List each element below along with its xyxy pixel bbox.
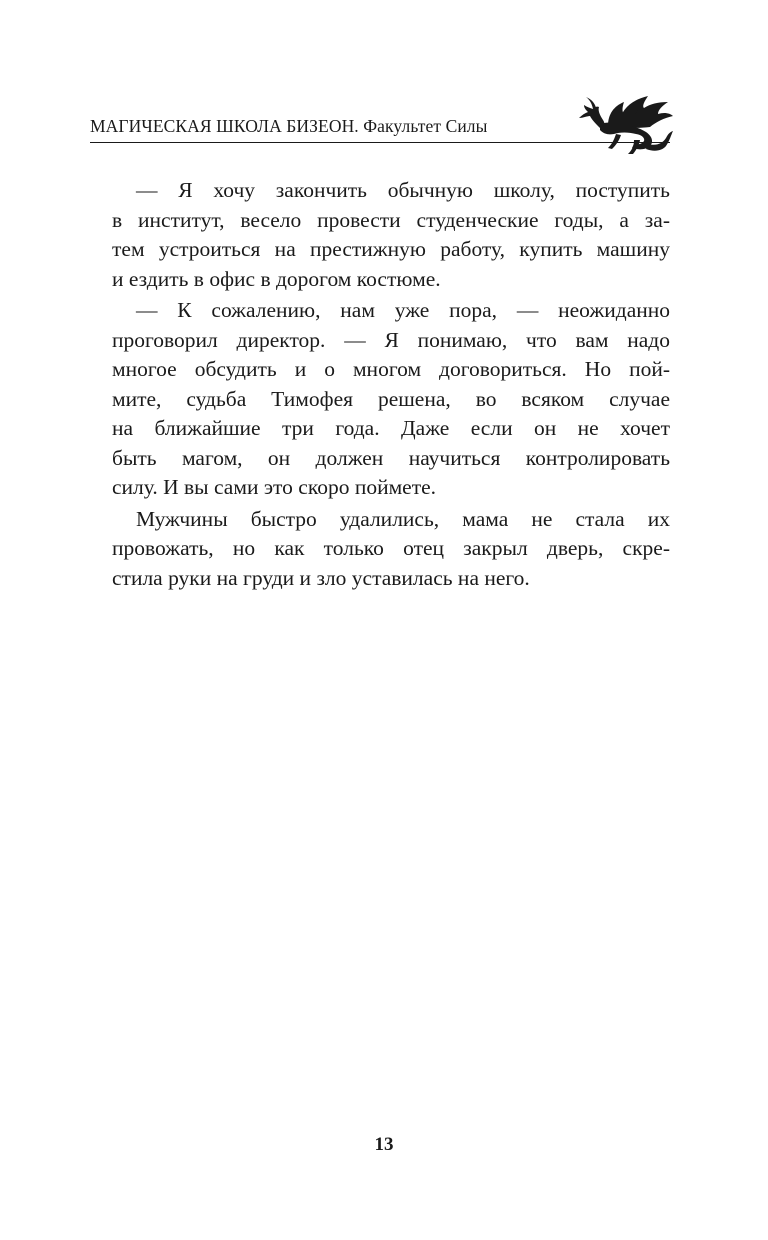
text-line: мите, судьба Тимофея решена, во всяком случае	[112, 386, 670, 411]
text-line: в институт, весело провести студенческие годы, а за-	[112, 207, 670, 232]
text-line: быть магом, он должен научиться контролировать	[112, 445, 670, 470]
running-head	[90, 112, 670, 146]
dragon-front-leg	[608, 134, 621, 149]
paragraph-1	[90, 176, 670, 294]
paragraph-2	[90, 296, 670, 503]
text-line: Мужчины быстро удалились, мама не стала их	[136, 506, 670, 531]
text-line: провожать, но как только отец закрыл дверь, скре-	[112, 536, 670, 560]
text-line: на ближайшие три года. Даже если он не хочет	[112, 416, 670, 440]
running-title: МАГИЧЕСКАЯ ШКОЛА БИЗЕОН. Факультет Силы	[90, 116, 488, 136]
body-text	[90, 176, 670, 595]
text-line: силу. И вы сами это скоро поймете.	[112, 475, 437, 499]
text-line: и ездить в офис в дорогом костюме.	[112, 266, 441, 291]
text-line: — Я хочу закончить обычную школу, поступить	[136, 178, 670, 202]
dragon-icon	[578, 94, 674, 156]
text-line: многое обсудить и о многом договориться. Но пой-	[112, 357, 670, 381]
page-number: 13	[374, 1134, 394, 1155]
text-line: — К сожалению, нам уже пора, — неожиданно	[136, 298, 670, 322]
paragraph-3	[90, 505, 670, 594]
dragon-head	[579, 105, 604, 129]
text-line: проговорил директор. — Я понимаю, что вам надо	[112, 327, 670, 352]
text-line: стила руки на груди и зло уставилась на него.	[112, 565, 530, 590]
text-line: тем устроиться на престижную работу, купить машину	[112, 237, 670, 261]
